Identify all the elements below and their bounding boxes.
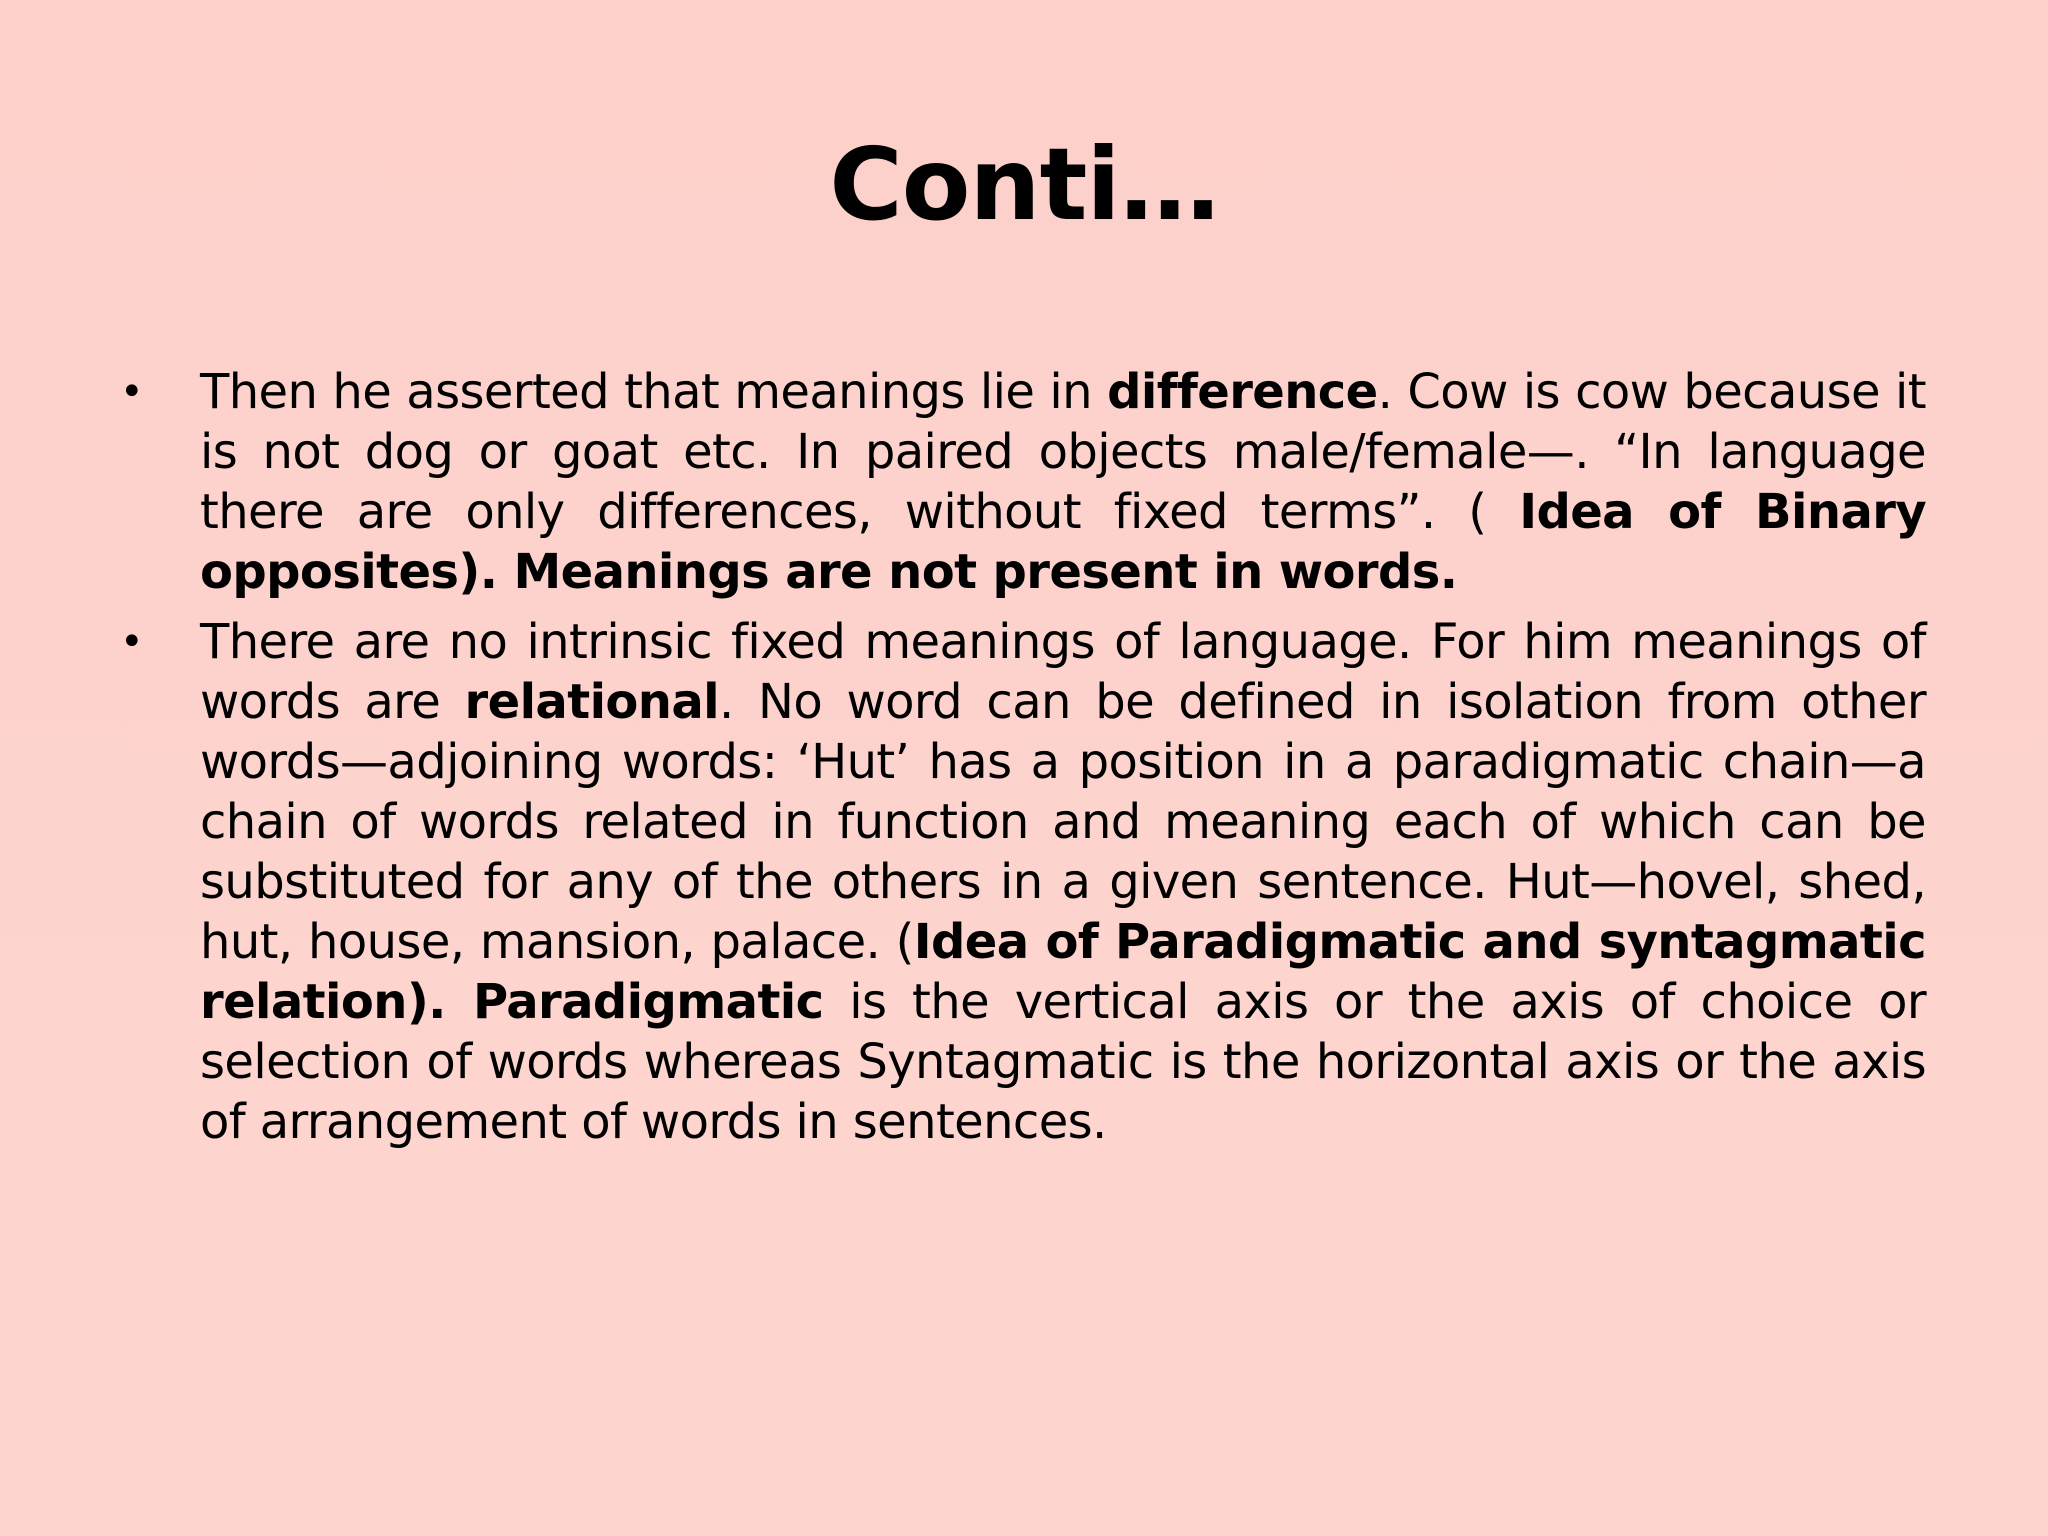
text-run: There are no intrinsic fixed meanings of language. For him meanings of words are <box>200 614 1926 730</box>
bold-term: relational <box>464 674 720 730</box>
bullet-item-relational <box>120 612 1926 1152</box>
bullet-list <box>120 362 1926 1162</box>
bold-phrase: Idea of Binary opposites). Meanings are not present in words. <box>200 484 1927 600</box>
bullet-icon: • <box>120 369 144 415</box>
bullet-text <box>200 362 1926 602</box>
slide-title: Conti… <box>829 126 1219 243</box>
text-run: . No word can be defined in isolation from other words—adjoining words: ‘Hut’ has a position in a paradigmatic chain—a chain of words related in function and meaning each of which can be substituted for any of the others in a given sentence. Hut—hovel, shed, hut, house, mansion, palace. ( <box>200 674 1926 970</box>
bullet-icon: • <box>120 619 144 665</box>
bold-term: difference <box>1107 364 1378 420</box>
bullet-item-difference <box>120 362 1926 602</box>
text-run: Then he asserted that meanings lie in <box>200 364 1108 420</box>
text-run: . Cow is cow because it is not dog or goat etc. In paired objects male/female—. “In language there are only differences, without fixed terms”. ( <box>200 364 1927 540</box>
bold-phrase: Idea of Paradigmatic and syntagmatic relation). Paradigmatic <box>200 914 1926 1030</box>
text-run: is the vertical axis or the axis of choice or selection of words whereas Syntagmatic is the horizontal axis or the axis of arrangement of words in sentences. <box>200 974 1926 1150</box>
bullet-text <box>200 612 1926 1152</box>
